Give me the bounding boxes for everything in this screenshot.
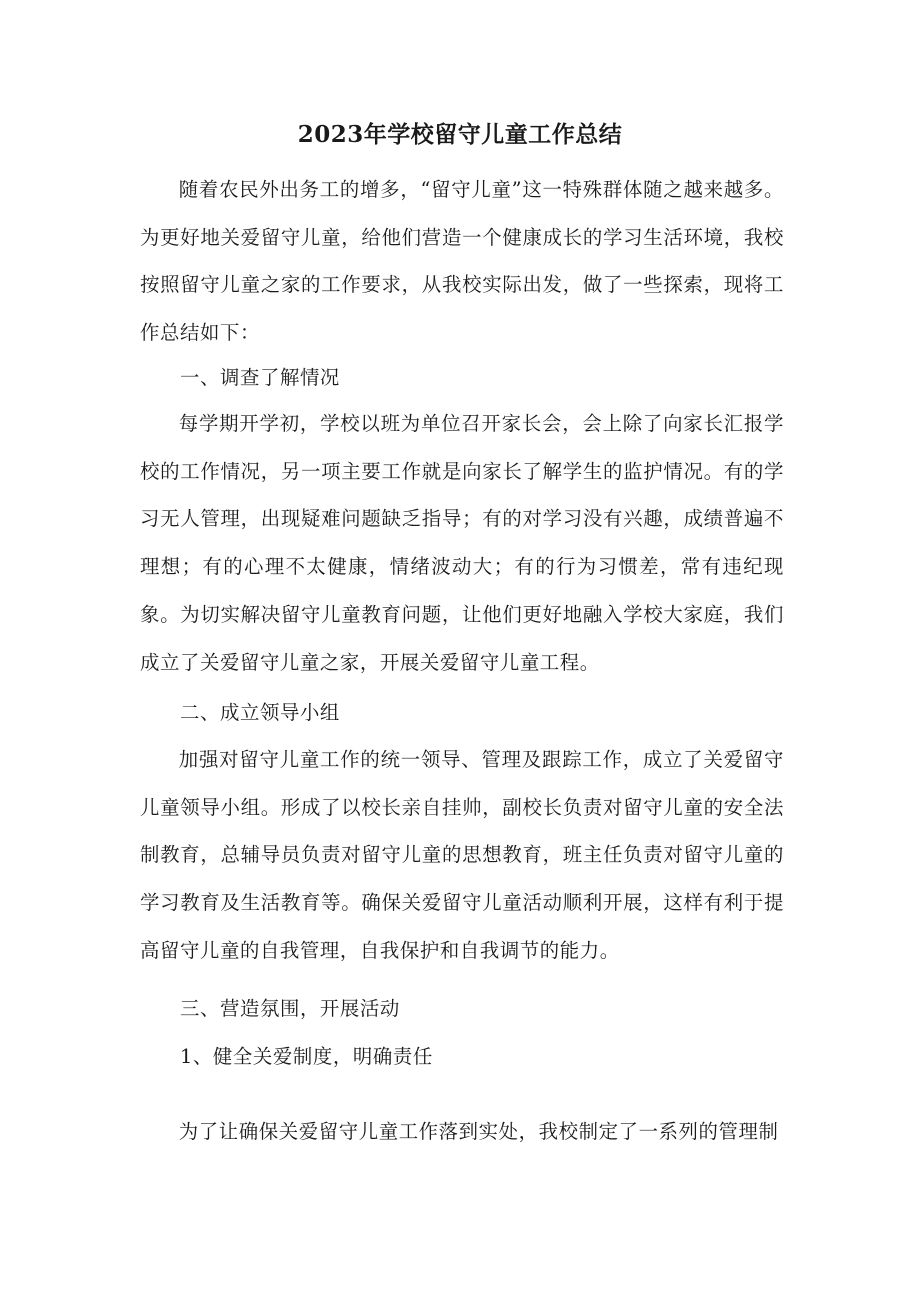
intro-paragraph: 随着农民外出务工的增多，“留守儿童”这一特殊群体随之越来越多。为更好地关爱留守儿童，给他们营造一个健康成长的学习生活环境，我校按照留守儿童之家的工作要求，从我校实际出发，做了一些探索，现将工作总结如下： (140, 178, 784, 345)
section-2-paragraph: 加强对留守儿童工作的统一领导、管理及跟踪工作，成立了关爱留守儿童领导小组。形成了以校长亲自挂帅，副校长负责对留守儿童的安全法制教育，总辅导员负责对留守儿童的思想教育，班主任负责对留守儿童的学习教育及生活教育等。确保关爱留守儿童活动顺利开展，这样有利于提高留守儿童的自我管理，自我保护和自我调节的能力。 (140, 748, 784, 962)
section-1-paragraph: 每学期开学初，学校以班为单位召开家长会，会上除了向家长汇报学校的工作情况，另一项主要工作就是向家长了解学生的监护情况。有的学习无人管理，出现疑难问题缺乏指导；有的对学习没有兴趣，成绩普遍不理想；有的心理不太健康，情绪波动大；有的行为习惯差，常有违纪现象。为切实解决留守儿童教育问题，让他们更好地融入学校大家庭，我们成立了关爱留守儿童之家，开展关爱留守儿童工程。 (140, 412, 784, 674)
section-3-paragraph: 为了让确保关爱留守儿童工作落到实处，我校制定了一系列的管理制 (178, 1120, 779, 1143)
document-title: 2023年学校留守儿童工作总结 (297, 121, 623, 148)
section-2-heading: 二、成立领导小组 (180, 701, 340, 724)
section-3-heading: 三、营造氛围，开展活动 (180, 997, 400, 1020)
section-1-heading: 一、调查了解情况 (180, 366, 340, 389)
section-3-subheading: 1、健全关爱制度，明确责任 (180, 1045, 433, 1068)
